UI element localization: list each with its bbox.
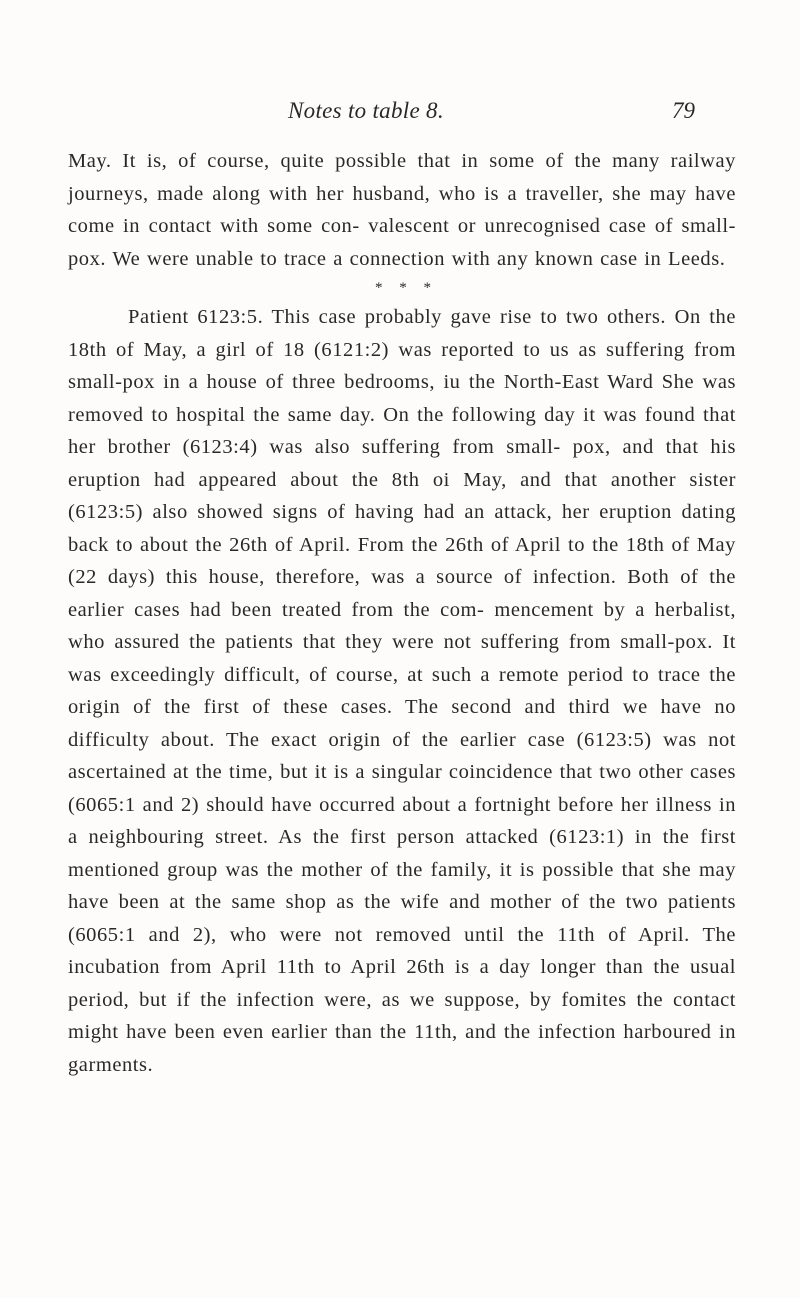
- paragraph-patient-6123-5: Patient 6123:5. This case probably gave rise to two others. On the 18th of May, a girl of 18 (6121:2) was reported to us as suffering from small-pox in a house of three bedrooms, iu the North-East Ward She was removed to hospital the same day. On the following day it was found that her brother (6123:4) was also suffering from small- pox, and that his eruption had appeared about the 8th oi May, and that another sister (6123:5) also showed signs of having had an attack, her eruption dating back to about the 26th of April. From the 26th of April to the 18th of May (22 days) this house, therefore, was a source of infection. Both of the earlier cases had been treated from the com- mencement by a herbalist, who assured the patients that they were not suffering from small-pox. It was exceedingly difficult, of course, at such a remote period to trace the origin of the first of these cases. The second and third we have no difficulty about. The exact origin of the earlier case (6123:5) was not ascertained at the time, but it is a singular coincidence that two other cases (6065:1 and 2) should have occurred about a fortnight before her illness in a neighbouring street. As the first person attacked (6123:1) in the first mentioned group was the mother of the family, it is possible that she may have been at the same shop as the wife and mother of the two patients (6065:1 and 2), who were not removed until the 11th of April. The incubation from April 11th to April 26th is a day longer than the usual period, but if the infection were, as we suppose, by fomites the contact might have been even earlier than the 11th, and the infection harboured in garments.: [68, 306, 736, 1076]
- paragraph-continued: May. It is, of course, quite possible that in some of the many railway journeys, made along with her husband, who is a traveller, she may have come in contact with some con- valescent or unrecognised case of small-pox. We were unable to trace a connection with any known case in Leeds.: [68, 150, 736, 270]
- body-text: [68, 145, 736, 1081]
- page-header: [0, 98, 800, 138]
- running-title: Notes to table 8.: [288, 98, 444, 123]
- page-number: 79: [672, 98, 695, 123]
- section-separator: * * *: [375, 280, 437, 296]
